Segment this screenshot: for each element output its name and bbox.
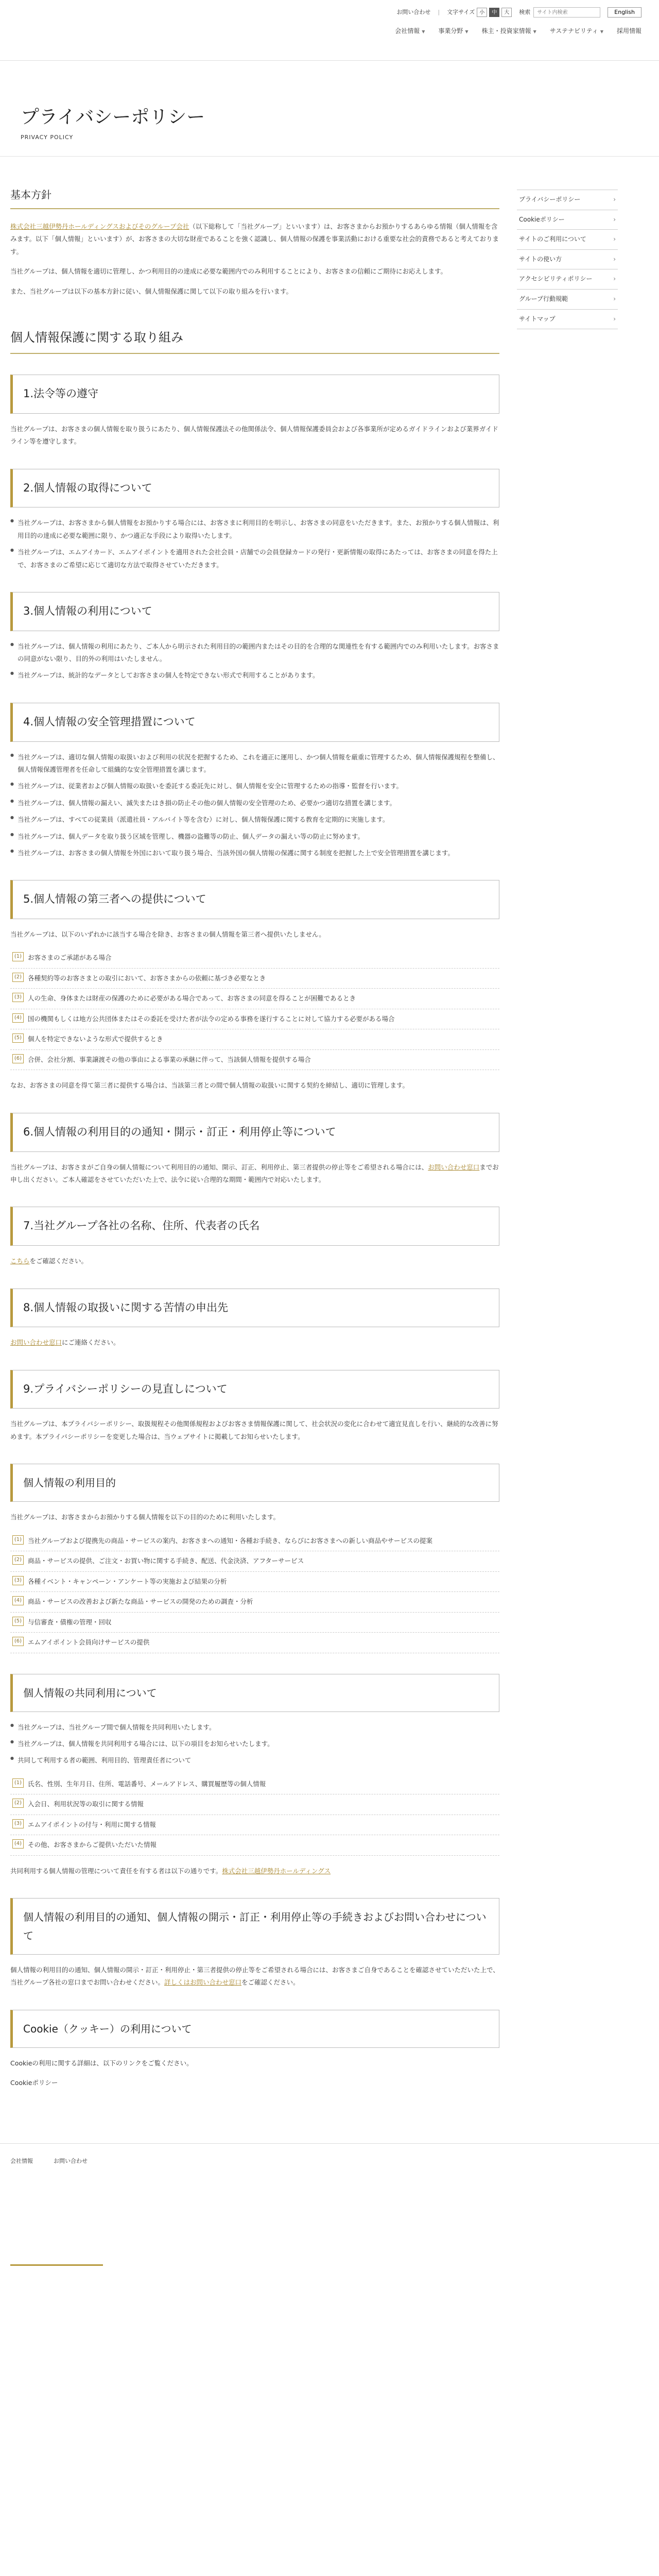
- list-item: (6) 合併、会社分割、事業譲渡その他の事由による事業の承継に伴って、当該個人情報を提供する場合: [10, 1050, 499, 1071]
- search-label: 検索: [519, 9, 531, 16]
- inquiry-detail-link[interactable]: 詳しくはお問い合わせ窓口: [164, 1978, 242, 1987]
- number-badge: (2): [12, 973, 24, 982]
- holdings-link[interactable]: 株式会社三越伊勢丹ホールディングス: [222, 1867, 331, 1875]
- basic-policy-text-1: 株式会社三越伊勢丹ホールディングスおよびそのグループ会社（以下総称して「当社グループ」といいます）は、お客さまからお預かりするあらゆる情報（個人情報を含みます。以下「個人情報」といいます）が、お客さまの大切な財産であることを強く認識し、個人情報の保護を事業活動における重要な社会的責務であると考えております。: [10, 223, 499, 256]
- complaint-link[interactable]: お問い合わせ窓口: [10, 1338, 62, 1347]
- sidebar-item-terms[interactable]: サイトのご利用について ›: [517, 230, 618, 250]
- search-area: [519, 7, 600, 18]
- sidebar-item-cookie[interactable]: Cookieポリシー ›: [517, 210, 618, 230]
- sidebar-item-sitemap[interactable]: サイトマップ ›: [517, 310, 618, 330]
- number-badge: (4): [12, 1596, 24, 1605]
- font-size-control: [447, 7, 512, 18]
- sidebar-item-howto[interactable]: サイトの使い方 ›: [517, 250, 618, 270]
- section-heading-6: 6.個人情報の利用目的の通知・開示・訂正・利用停止等について: [10, 1113, 499, 1152]
- section-text-7: こちらをご確認ください。: [10, 1257, 88, 1265]
- gnav-item-recruit[interactable]: 採用情報: [616, 27, 641, 35]
- list-item: ● 当社グループは、個人情報の漏えい、滅失またはき損の防止その他の個人情報の安全管理のため、必要かつ適切な措置を講じます。: [10, 797, 499, 809]
- joint-use-heading: 個人情報の共同利用について: [10, 1674, 499, 1712]
- footer-link-company[interactable]: 会社情報: [10, 2157, 33, 2164]
- chevron-down-icon: ▼: [600, 29, 603, 34]
- section-heading-4: 4.個人情報の安全管理措置について: [10, 703, 499, 742]
- list-item: (4) 商品・サービスの改善および新たな商品・サービスの開発のための調査・分析: [10, 1592, 499, 1613]
- gnav-item-company[interactable]: 会社情報 ▼: [395, 27, 425, 35]
- acquisition-list: [10, 517, 499, 571]
- joint-use-list: [10, 1721, 499, 1767]
- search-input[interactable]: [533, 7, 600, 18]
- procedures-text: 個人情報の利用目的の通知、個人情報の開示・訂正・利用停止・第三者提供の停止等をご希望される場合には、お客さまご自身であることを確認させていただいた上で、当社グループ各社の窓口までお問い合わせください。詳しくはお問い合わせ窓口をご確認ください。: [10, 1966, 499, 1987]
- section-heading-7: 7.当社グループ各社の名称、住所、代表者の氏名: [10, 1207, 499, 1246]
- font-size-medium-button[interactable]: 中: [489, 8, 499, 17]
- section-text-5: 当社グループは、以下のいずれかに該当する場合を除き、お客さまの個人情報を第三者へ提供いたしません。: [10, 930, 325, 939]
- inquiry-link[interactable]: お問い合わせ窓口: [428, 1163, 480, 1171]
- sidebar-item-accessibility[interactable]: アクセシビリティポリシー ›: [517, 269, 618, 290]
- section-heading-3: 3.個人情報の利用について: [10, 592, 499, 631]
- purpose-text: 当社グループは、お客さまからお預かりする個人情報を以下の目的のために利用いたします。: [10, 1513, 280, 1521]
- page-title: プライバシーポリシー: [21, 107, 205, 128]
- english-button[interactable]: English: [608, 7, 641, 18]
- cookie-heading: Cookie（クッキー）の利用について: [10, 2010, 499, 2048]
- chevron-right-icon: ›: [613, 255, 616, 263]
- usage-list: [10, 640, 499, 682]
- chevron-down-icon: ▼: [465, 29, 469, 34]
- section-heading-2: 2.個人情報の取得について: [10, 469, 499, 508]
- basic-policy-heading: 基本方針: [10, 185, 499, 209]
- section-text-9: 当社グループは、本プライバシーポリシー、取扱規程その他関係規程およびお客さま情報保護に関して、社会状況の変化に合わせて適宜見直しを行い、継続的な改善に努めます。本プライバシーポリシーを変更した場合は、当ウェブサイトに掲載してお知らせいたします。: [10, 1420, 498, 1440]
- number-badge: (6): [12, 1637, 24, 1646]
- number-badge: (5): [12, 1033, 24, 1043]
- chevron-right-icon: ›: [613, 215, 616, 223]
- chevron-right-icon: ›: [613, 295, 616, 302]
- gnav-item-business[interactable]: 事業分野 ▼: [438, 27, 469, 35]
- sidebar-menu: [517, 190, 618, 329]
- section-heading-5: 5.個人情報の第三者への提供について: [10, 880, 499, 919]
- number-badge: (3): [12, 993, 24, 1002]
- number-badge: (3): [12, 1819, 24, 1828]
- section-text-5b: なお、お客さまの同意を得て第三者に提供する場合は、当該第三者との間で個人情報の取扱いに関する契約を締結し、適切に管理します。: [10, 1081, 409, 1090]
- security-list: [10, 751, 499, 860]
- contact-link[interactable]: お問い合わせ: [396, 9, 431, 16]
- site-footer: [0, 2143, 659, 2360]
- footer-link-contact[interactable]: お問い合わせ: [54, 2157, 88, 2164]
- cookie-policy-link[interactable]: Cookieポリシー: [10, 2079, 58, 2087]
- chevron-right-icon: ›: [613, 275, 616, 283]
- list-item: (1) 氏名、性別、生年月日、住所、電話番号、メールアドレス、購買履歴等の個人情報: [10, 1774, 499, 1795]
- company-link[interactable]: 株式会社三越伊勢丹ホールディングスおよびそのグループ会社: [10, 223, 189, 230]
- list-item: (3) 各種イベント・キャンペーン・アンケート等の実施および結果の分析: [10, 1572, 499, 1592]
- basic-policy-text-2: 当社グループは、個人情報を適切に管理し、かつ利用目的の達成に必要な範囲内でのみ利用することにより、お客さまの信頼にご期待にお応えします。: [10, 267, 447, 276]
- list-item: ● 当社グループは、個人情報の利用にあたり、ご本人から明示された利用目的の範囲内またはその目的を合理的な関連性を有する範囲内でのみ利用いたします。お客さまの同意がない限り、目的外の利用はいたしません。: [10, 640, 499, 666]
- list-item: (5) 与信審査・債権の管理・回収: [10, 1613, 499, 1633]
- number-badge: (2): [12, 1555, 24, 1565]
- number-badge: (5): [12, 1617, 24, 1626]
- section-heading-8: 8.個人情報の取扱いに関する苦情の申出先: [10, 1289, 499, 1328]
- list-item: ● 当社グループは、お客さまから個人情報をお預かりする場合には、お客さまに利用目的を明示し、お客さまの同意をいただきます。また、お預かりする個人情報は、利用目的の達成に必要な範囲に限り、かつ適正な手段により取得いたします。: [10, 517, 499, 542]
- list-item: (6) エムアイポイント会員向けサービスの提供: [10, 1633, 499, 1653]
- efforts-heading: 個人情報保護に関する取り組み: [10, 327, 499, 354]
- list-item: (4) 国の機関もしくは地方公共団体またはその委託を受けた者が法令の定める事務を遂行することに対して協力する必要がある場合: [10, 1009, 499, 1030]
- section-text-8: お問い合わせ窓口にご連絡ください。: [10, 1338, 120, 1347]
- purpose-list: [10, 1531, 499, 1653]
- separator: |: [438, 9, 440, 16]
- cookie-text: Cookieの利用に関する詳細は、以下のリンクをご覧ください。: [10, 2059, 193, 2067]
- sidebar-item-privacy[interactable]: プライバシーポリシー ›: [517, 190, 618, 210]
- list-item: ● 当社グループは、従業者および個人情報の取扱いを委託する委託先に対し、個人情報を安全に管理するための指導・監督を行います。: [10, 780, 499, 792]
- section-heading-1: 1.法令等の遵守: [10, 375, 499, 414]
- site-header: [0, 0, 659, 61]
- list-item: (3) 人の生命、身体または財産の保護のために必要がある場合であって、お客さまの同意を得ることが困難であるとき: [10, 989, 499, 1009]
- gnav-item-ir[interactable]: 株主・投資家情報 ▼: [481, 27, 536, 35]
- list-item: ● 当社グループは、統計的なデータとしてお客さまの個人を特定できない形式で利用することがあります。: [10, 669, 499, 682]
- font-size-small-button[interactable]: 小: [477, 8, 487, 17]
- footer-nav: [10, 2156, 649, 2166]
- main-content: [10, 185, 499, 2097]
- footer-logo-line: [10, 2259, 103, 2266]
- joint-use-items-list: [10, 1774, 499, 1856]
- number-badge: (2): [12, 1799, 24, 1808]
- list-item: (1) 当社グループおよび提携先の商品・サービスの案内、お客さまへの通知・各種お手続き、ならびにお客さまへの新しい商品やサービスの提案: [10, 1531, 499, 1552]
- list-item: ● 当社グループは、エムアイカード、エムアイポイントを適用された会社会員・店舗での会員登録カードの発行・更新情報の取得にあたっては、お客さまの同意を得た上で、お客さまのご希望に応じて適切な方法で取得させていただきます。: [10, 546, 499, 571]
- sidebar-item-conduct[interactable]: グループ行動規範 ›: [517, 290, 618, 310]
- list-item: ● 共同して利用する者の範囲、利用目的、管理責任者について: [10, 1754, 499, 1767]
- procedures-heading: 個人情報の利用目的の通知、個人情報の開示・訂正・利用停止等の手続きおよびお問い合わせについて: [10, 1898, 499, 1955]
- chevron-right-icon: ›: [613, 315, 616, 323]
- chevron-right-icon: ›: [613, 196, 616, 203]
- section-text-6: 当社グループは、お客さまがご自身の個人情報について利用目的の通知、開示、訂正、利用停止、第三者提供の停止等をご希望される場合には、お問い合わせ窓口までお申し出ください。ご本人確認をさせていただいた上で、法令に従い合理的な期間・範囲内で対応いたします。: [10, 1163, 499, 1183]
- page-subtitle: PRIVACY POLICY: [21, 134, 74, 141]
- number-badge: (1): [12, 952, 24, 961]
- basic-policy-text-3: また、当社グループは以下の基本方針に従い、個人情報保護に関して以下の取り組みを行います。: [10, 287, 293, 295]
- list-item: ● 当社グループは、すべての従業員（派遣社員・アルバイト等を含む）に対し、個人情報保護に関する教育を定期的に実施します。: [10, 814, 499, 826]
- joint-use-text: 共同利用する個人情報の管理について責任を有する者は以下の通りです。株式会社三越伊勢丹ホールディングス: [10, 1867, 331, 1875]
- page-hero: [0, 61, 659, 157]
- chevron-down-icon: ▼: [533, 29, 536, 34]
- gnav-item-sustainability[interactable]: サステナビリティ ▼: [549, 27, 603, 35]
- number-badge: (6): [12, 1054, 24, 1063]
- list-item: ● 当社グループは、個人情報を共同利用する場合には、以下の項目をお知らせいたします。: [10, 1738, 499, 1750]
- list-item: ● 当社グループは、適切な個人情報の取扱いおよび利用の状況を把握するため、これを適正に運用し、かつ個人情報を厳重に管理するため、個人情報保護規程を整備し、個人情報保護管理者を任命して組織的な安全管理措置を講じます。: [10, 751, 499, 776]
- purpose-heading: 個人情報の利用目的: [10, 1464, 499, 1502]
- number-badge: (1): [12, 1778, 24, 1788]
- section-text-1: 当社グループは、お客さまの個人情報を取り扱うにあたり、個人情報保護法その他関係法令、個人情報保護委員会および各事業所が定めるガイドラインおよび業界ガイドライン等を遵守します。: [10, 425, 498, 446]
- list-item: ● 当社グループは、個人データを取り扱う区域を管理し、機器の盗難等の防止、個人データの漏えい等の防止に努めます。: [10, 831, 499, 843]
- number-badge: (4): [12, 1013, 24, 1023]
- chevron-down-icon: ▼: [422, 29, 425, 34]
- utility-bar: [396, 7, 641, 18]
- global-nav: [395, 26, 641, 37]
- content-wrapper: [0, 157, 659, 2097]
- list-item: (2) 各種契約等のお客さまとの取引において、お客さまからの依頼に基づき必要なとき: [10, 969, 499, 989]
- sidebar: [517, 185, 618, 2097]
- list-item: (4) その他、お客さまからご提供いただいた情報: [10, 1835, 499, 1856]
- font-size-label: 文字サイズ: [447, 9, 475, 16]
- group-companies-link[interactable]: こちら: [10, 1257, 30, 1265]
- section-heading-9: 9.プライバシーポリシーの見直しについて: [10, 1370, 499, 1409]
- list-item: (1) お客さまのご承諾がある場合: [10, 948, 499, 969]
- chevron-right-icon: ›: [613, 235, 616, 243]
- cookie-link-row: [10, 2077, 499, 2089]
- number-badge: (1): [12, 1535, 24, 1545]
- list-item: (2) 入会日、利用状況等の取引に関する情報: [10, 1794, 499, 1815]
- third-party-list: [10, 948, 499, 1070]
- list-item: (5) 個人を特定できないような形式で提供するとき: [10, 1029, 499, 1050]
- number-badge: (4): [12, 1839, 24, 1849]
- list-item: (3) エムアイポイントの付与・利用に関する情報: [10, 1815, 499, 1836]
- font-size-large-button[interactable]: 大: [501, 8, 512, 17]
- number-badge: (3): [12, 1576, 24, 1585]
- list-item: ● 当社グループは、お客さまの個人情報を外国において取り扱う場合、当該外国の個人情報の保護に関する制度を把握した上で安全管理措置を講じます。: [10, 847, 499, 859]
- list-item: ● 当社グループは、当社グループ間で個人情報を共同利用いたします。: [10, 1721, 499, 1734]
- list-item: (2) 商品・サービスの提供、ご注文・お買い物に関する手続き、配送、代金決済、アフターサービス: [10, 1551, 499, 1572]
